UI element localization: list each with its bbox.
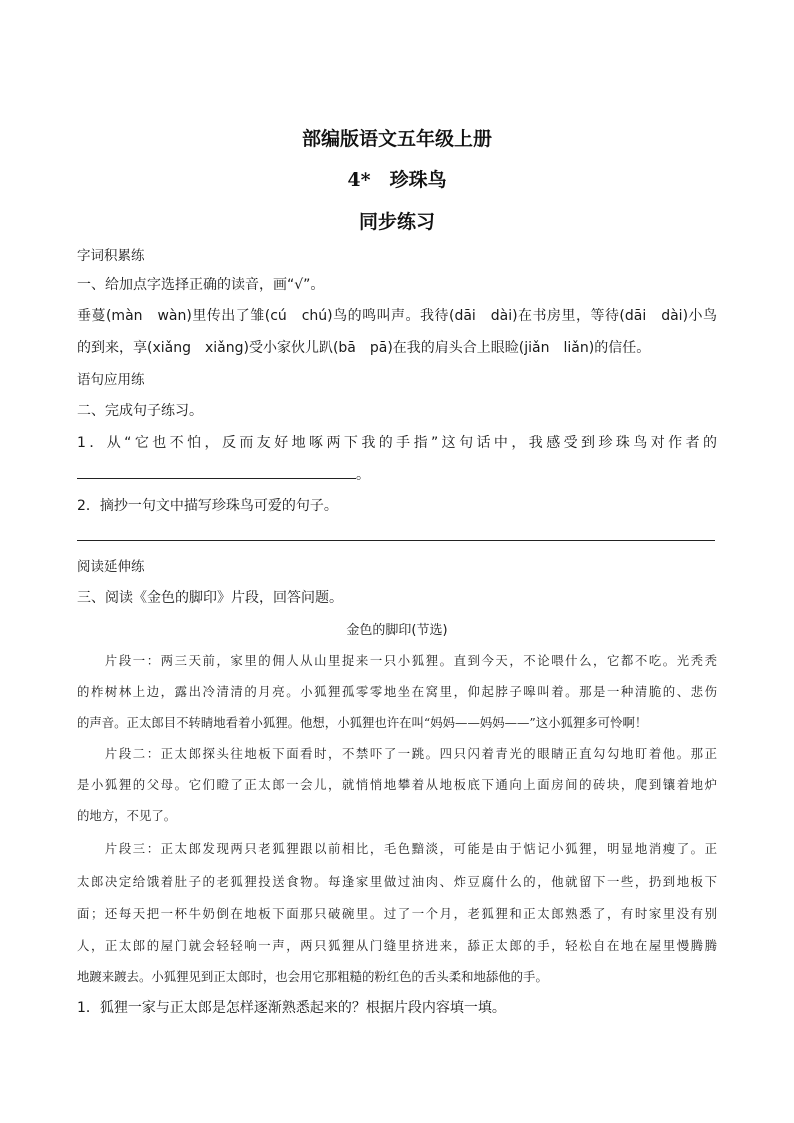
excerpt-paragraph3-line4: 人，正太郎的屋门就会轻轻响一声，两只狐狸从门缝里挤进来，舔正太郎的手，轻松自在地在屋里慢腾腾 xyxy=(77,938,717,953)
question2-intro: 二、完成句子练习。 xyxy=(77,403,203,419)
answer-line-2-1[interactable] xyxy=(77,478,356,479)
question1-line1: 垂蔓(màn wàn)里传出了雏(cú chú)鸟的鸣叫声。我待(dāi dài)在书房里，等待(dāi dài)小鸟 xyxy=(77,308,717,324)
excerpt-paragraph3-line5: 地踱来踱去。小狐狸见到正太郎时，也会用它那粗糙的粉红色的舌头柔和地舔他的手。 xyxy=(77,969,548,984)
question2-1-end: 。 xyxy=(356,467,370,483)
question2-2: 2．摘抄一句文中描写珍珠鸟可爱的句子。 xyxy=(77,498,338,514)
excerpt-paragraph3-line2: 太郎决定给饿着肚子的老狐狸投送食物。每逢家里做过油肉、炸豆腐什么的，他就留下一些，扔到地板下 xyxy=(77,874,717,889)
lesson-title: 4* 珍珠鸟 xyxy=(347,169,447,191)
section1-heading: 字词积累练 xyxy=(77,248,145,264)
section2-heading: 语句应用练 xyxy=(77,372,145,388)
excerpt-paragraph1-line2: 的柞树林上边，露出冷清清的月亮。小狐狸孤零零地坐在窝里，仰起脖子嗥叫着。那是一种清脆的、悲伤 xyxy=(77,684,717,699)
document-title: 部编版语文五年级上册 xyxy=(301,128,492,150)
section3-heading: 阅读延伸练 xyxy=(77,559,145,575)
document-subtitle: 同步练习 xyxy=(358,211,435,233)
excerpt-paragraph2-line2: 是小狐狸的父母。它们瞪了正太郎一会儿，就悄悄地攀着从地板底下通向上面房间的砖块，爬到镶着地炉 xyxy=(77,777,717,792)
excerpt-paragraph1-line3: 的声音。正太郎目不转睛地看着小狐狸。他想，小狐狸也许在叫“妈妈——妈妈——”这小狐狸多可怜啊！ xyxy=(77,715,648,730)
question3-intro: 三、阅读《金色的脚印》片段，回答问题。 xyxy=(77,590,343,606)
excerpt-paragraph1-line1: 片段一：两三天前，家里的佣人从山里捉来一只小狐狸。直到今天，不论喂什么，它都不吃。光秃秃 xyxy=(77,653,717,668)
question1-intro: 一、给加点字选择正确的读音，画“√”。 xyxy=(77,277,325,293)
excerpt-paragraph3-line1: 片段三：正太郎发现两只老狐狸跟以前相比，毛色黯淡，可能是由于惦记小狐狸，明显地消瘦了。正 xyxy=(77,841,717,856)
excerpt-title: 金色的脚印(节选) xyxy=(346,623,448,638)
answer-line-2-2[interactable] xyxy=(77,540,715,541)
excerpt-paragraph2-line1: 片段二：正太郎探头往地板下面看时，不禁吓了一跳。四只闪着青光的眼睛正直勾勾地盯着他。那正 xyxy=(77,746,717,761)
excerpt-paragraph3-line3: 面；还每天把一杯牛奶倒在地板下面那只破碗里。过了一个月，老狐狸和正太郎熟悉了，有时家里没有别 xyxy=(77,906,717,921)
question3-1: 1．狐狸一家与正太郎是怎样逐渐熟悉起来的？根据片段内容填一填。 xyxy=(77,1000,506,1016)
question1-line2: 的到来，享(xiǎng xiǎng)受小家伙儿趴(bā pā)在我的肩头合上眼睑(jiǎn liǎn)的信任。 xyxy=(77,340,651,356)
question2-1-line1: 1．从“它也不怕，反而友好地啄两下我的手指”这句话中，我感受到珍珠鸟对作者的 xyxy=(77,435,717,451)
excerpt-paragraph2-line3: 的地方，不见了。 xyxy=(77,808,177,823)
